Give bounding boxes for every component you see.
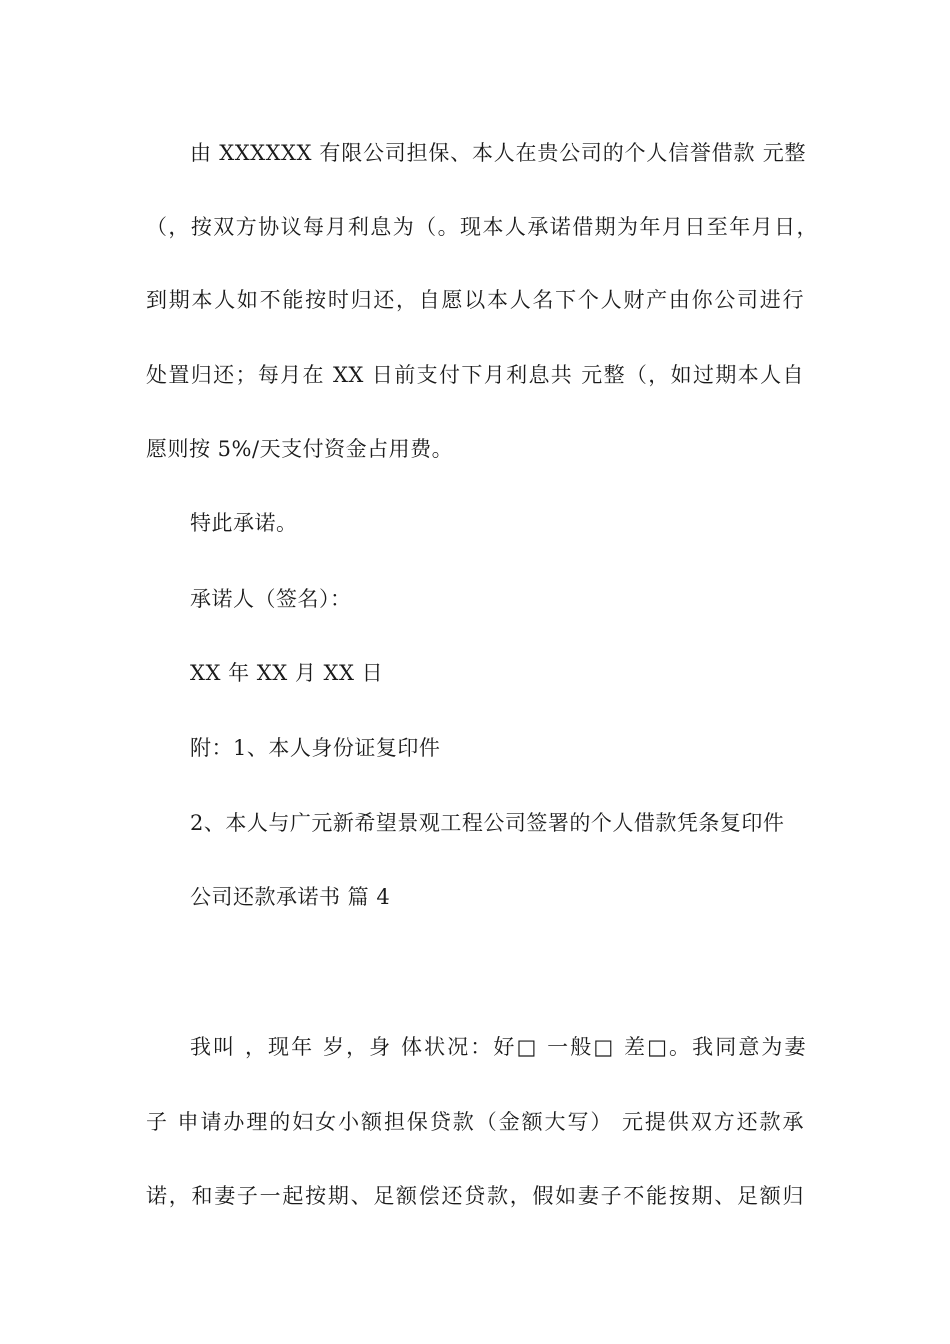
paragraph1-line3: 到期本人如不能按时归还，自愿以本人名下个人财产由你公司进行: [146, 288, 804, 312]
date-line: XX 年 XX 月 XX 日: [190, 661, 384, 685]
signature-label: 承诺人（签名）：: [190, 587, 352, 611]
attachment-2: 2、本人与广元新希望景观工程公司签署的个人借款凭条复印件: [190, 811, 785, 835]
attachment-1: 附：1、本人身份证复印件: [190, 736, 441, 760]
paragraph1-line2: （，按双方协议每月利息为（。现本人承诺借期为年月日至年月日，: [146, 215, 818, 239]
paragraph1-line4: 处置归还；每月在 XX 日前支付下月利息共 元整（，如过期本人自: [146, 363, 804, 387]
paragraph2-line3: 诺，和妻子一起按期、足额偿还贷款，假如妻子不能按期、足额归: [146, 1184, 804, 1208]
paragraph2-line1: 我叫 ，现年 岁，身 体状况：好□ 一般□ 差□。我同意为妻: [190, 1035, 806, 1059]
closing-text: 特此承诺。: [190, 511, 298, 535]
paragraph2-line2: 子 申请办理的妇女小额担保贷款（金额大写） 元提供双方还款承: [146, 1110, 804, 1134]
section-heading: 公司还款承诺书 篇 4: [190, 885, 391, 909]
paragraph1-line5: 愿则按 5%/天支付资金占用费。: [146, 437, 454, 461]
paragraph1-line1: 由 XXXXXX 有限公司担保、本人在贵公司的个人信誉借款 元整: [190, 141, 806, 165]
